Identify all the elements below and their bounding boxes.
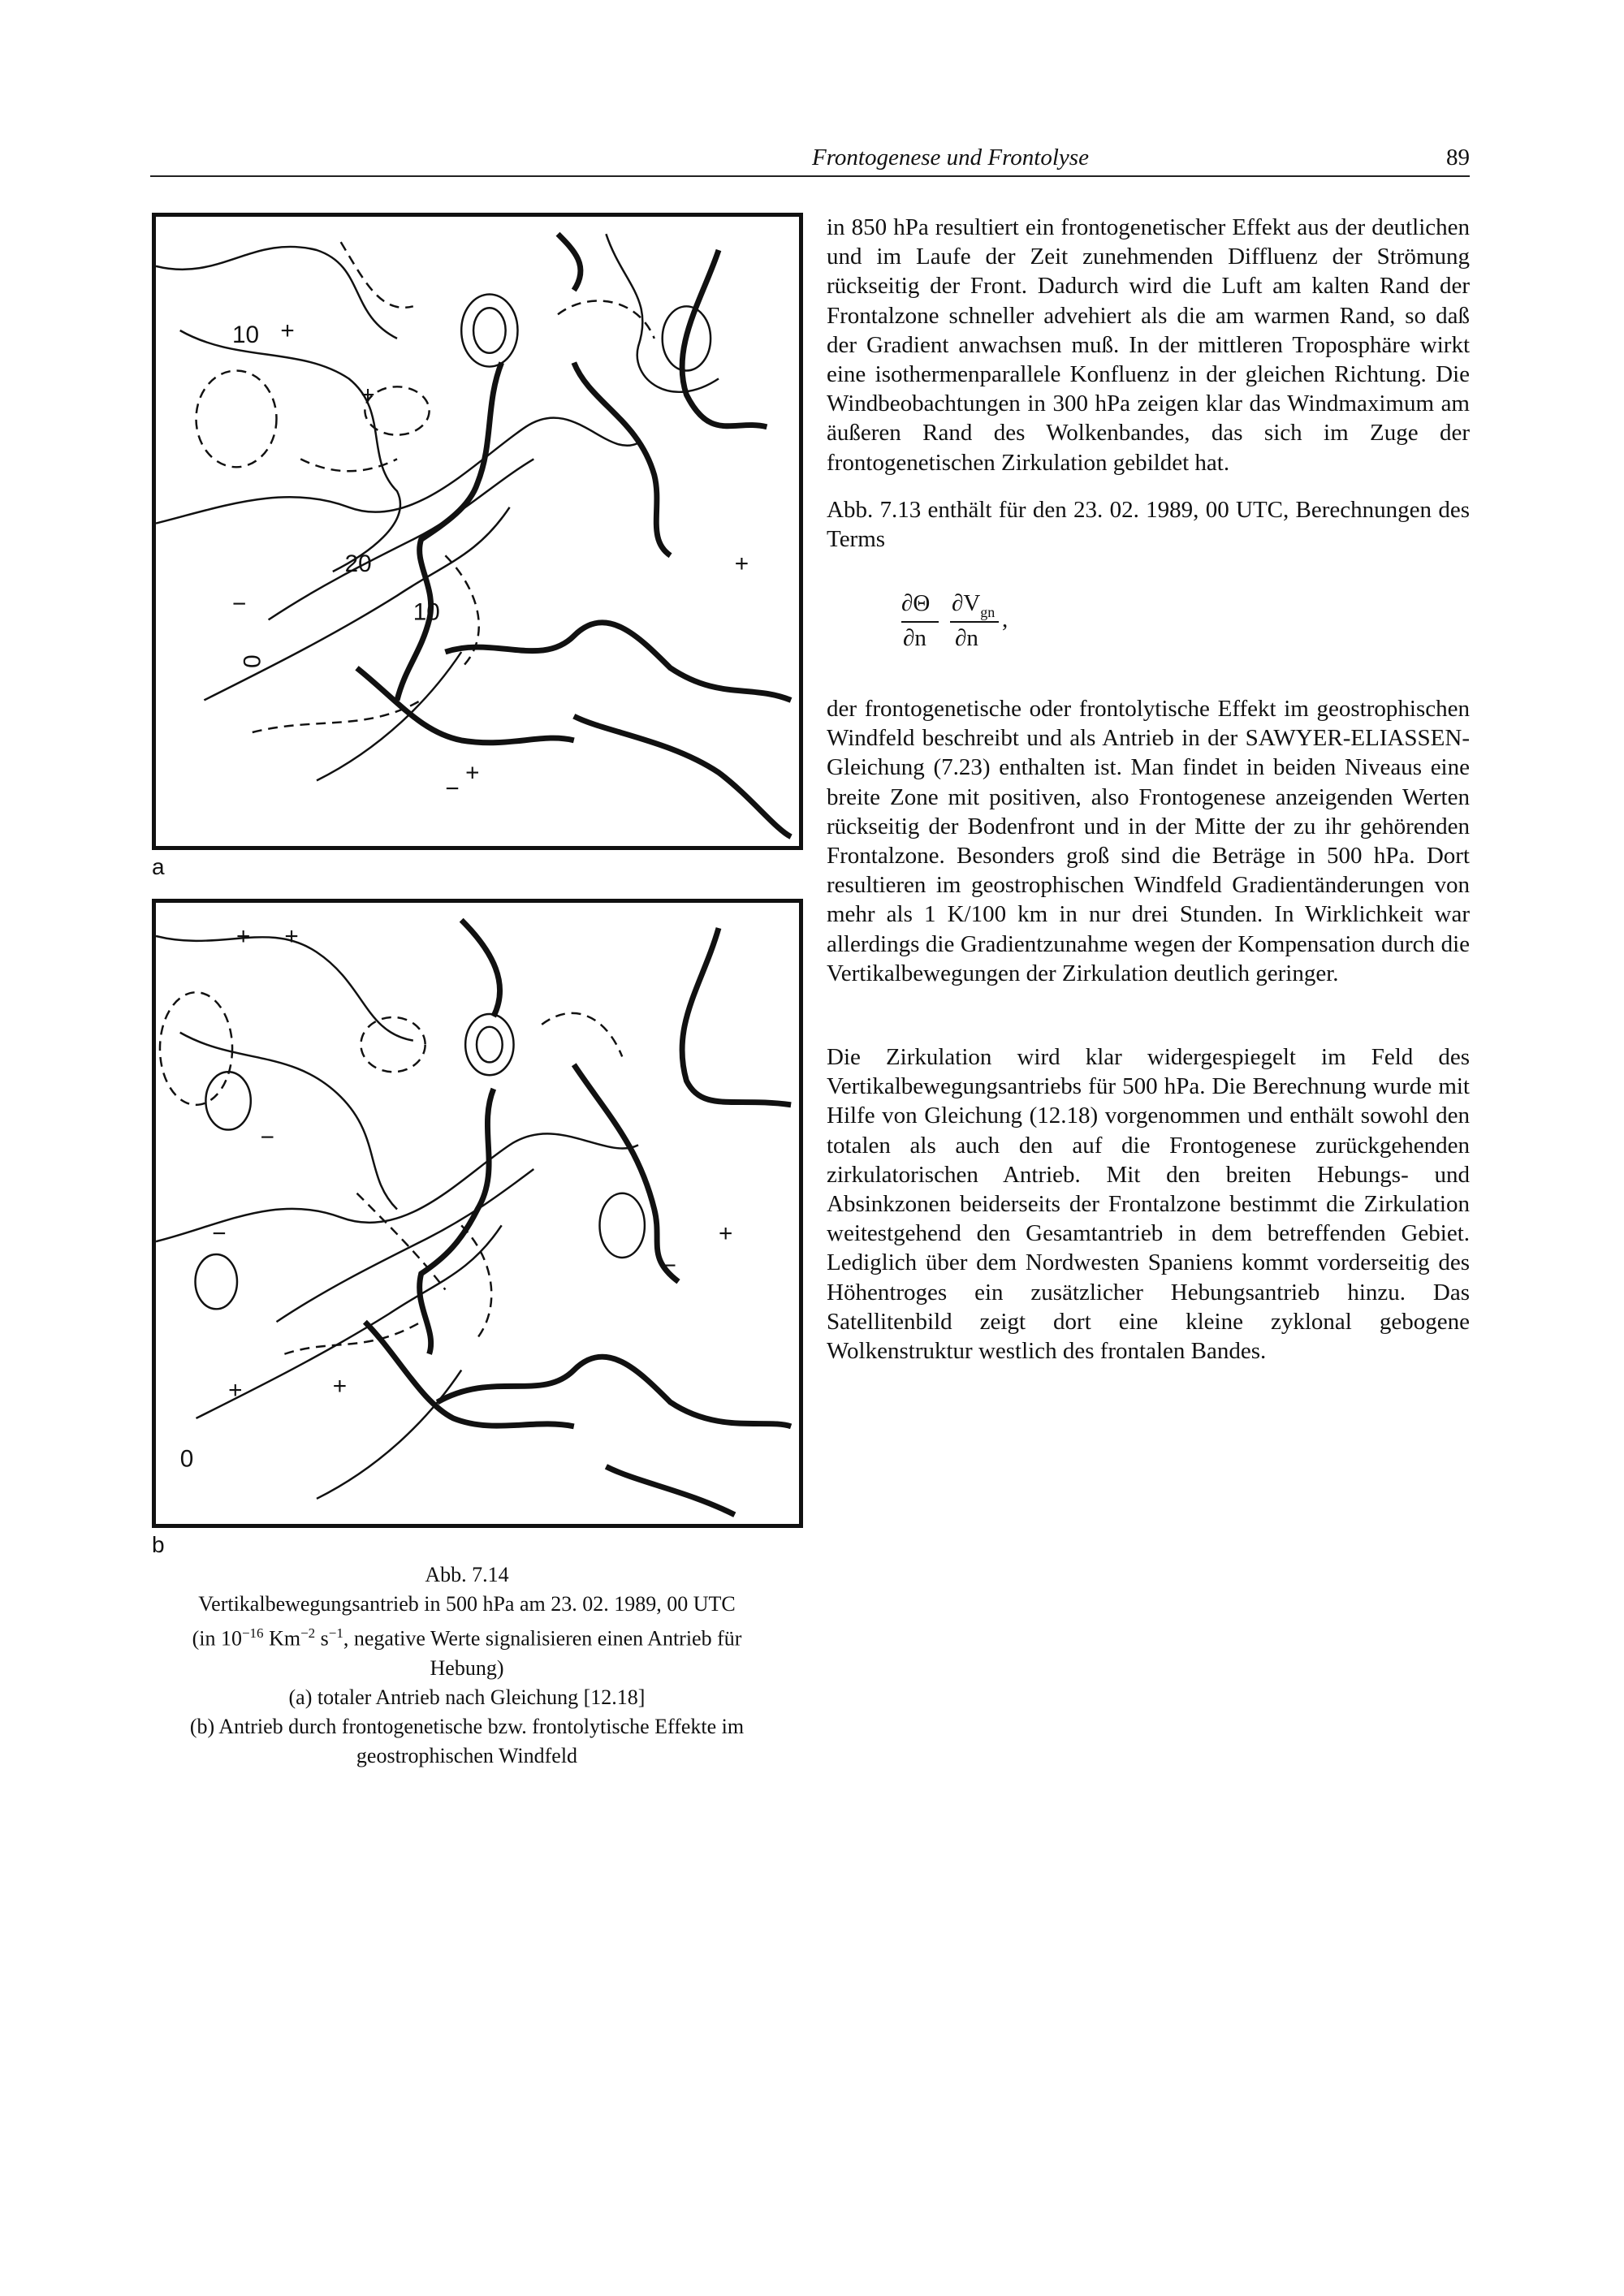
map-a-label-1: 20 — [344, 550, 372, 577]
map-panel-b — [152, 899, 803, 1528]
formula-den-1: ∂n — [903, 625, 926, 651]
running-header — [150, 145, 1470, 177]
map-b-label-0: 0 — [179, 1445, 194, 1473]
caption-exp-3: −1 — [328, 1625, 343, 1641]
header-rule — [150, 175, 1470, 177]
caption-line-3: Hebung) — [430, 1655, 504, 1680]
figure-caption — [142, 1560, 792, 1771]
map-a-label-4: + — [280, 317, 295, 344]
solid-contours-a — [156, 234, 719, 780]
running-title: Frontogenese und Frontolyse — [812, 145, 1089, 170]
paragraph-3: der frontogenetische oder frontolytische Effekt im geostrophischen Windfeld beschreibt und als Antrieb in der SAWYER-ELIASSEN-Gleichung (7.23) enthalten ist. Man findet in beiden Niveaus eine breite Zone mit positiven, also Frontogenese anzeigenden Werten rückseitig der Bodenfront und in der Mitte der zu ihr gehörenden Frontalzone. Besonders groß sind die Beträge in 500 hPa. Dort resultieren im geostrophischen Windfeld Gradientänderungen von mehr als 1 K/100 km in nur drei Stunden. In Wirklichkeit war allerdings die Gradientzunahme wegen der Kompensation durch die Vertikalbewegungen der Zirkulation deutlich geringer. — [827, 696, 1470, 986]
map-b-label-4: + — [228, 1377, 243, 1405]
contour-map-a — [156, 217, 799, 846]
caption-line-5: (b) Antrieb durch frontogenetische bzw. frontolytische Effekte im — [189, 1714, 745, 1738]
caption-line-2 — [142, 1619, 792, 1654]
contour-map-b — [156, 903, 799, 1524]
map-b-label-5: + — [332, 1373, 348, 1400]
map-a-label-8: − — [232, 590, 247, 618]
caption-exp-1: −16 — [241, 1625, 264, 1641]
solid-contours-b — [156, 936, 645, 1499]
fraction-bar-1 — [901, 621, 939, 623]
map-a-label-0: 10 — [232, 321, 260, 348]
page-number: 89 — [1446, 145, 1470, 170]
formula-num-2-main: ∂V — [952, 590, 981, 616]
map-a-label-7: + — [734, 550, 749, 577]
map-b-label-2: + — [284, 922, 299, 950]
fraction-bar-2 — [950, 621, 999, 623]
formula-term — [901, 590, 1080, 655]
caption-line-2-pre: (in 10 — [192, 1626, 242, 1651]
formula-comma: , — [1002, 606, 1009, 632]
dashed-contours-b — [160, 992, 622, 1354]
map-a-label-3: 0 — [239, 654, 266, 668]
map-panel-a — [152, 213, 803, 850]
formula-num-2-sub: gn — [980, 604, 996, 620]
paragraph-4: Die Zirkulation wird klar widergespiegelt im Feld des Vertikalbewegungsantriebs für 500 hPa. Die Berechnung wurde mit Hilfe von Gleichung (12.18) vorgenommen und enthält sowohl den totalen als auch den auf die Frontogenese zurückgehenden zirkulatorischen Antrieb. Mit den breiten Hebungs- und Absinkzonen beiderseits der Frontalzone bestimmt die Zirkulation weitestgehend den Gesamtantrieb in dem betreffenden Gebiet. Lediglich über dem Nordwesten Spaniens kommt vorderseitig des Höhentroges ein zusätzlicher Hebungsantrieb hinzu. Das Satellitenbild zeigt dort eine kleine zyklonal gebogene Wolkenstruktur westlich des frontalen Bandes. — [827, 1044, 1470, 1365]
map-a-label-6: + — [465, 759, 480, 787]
caption-line-1: Vertikalbewegungsantrieb in 500 hPa am 23. 02. 1989, 00 UTC — [198, 1592, 736, 1616]
caption-line-4: (a) totaler Antrieb nach Gleichung [12.18] — [288, 1685, 646, 1709]
map-b-label-8: − — [662, 1252, 677, 1280]
formula-num-2 — [952, 590, 996, 620]
caption-exp-2: −2 — [300, 1625, 316, 1641]
panel-a-letter: a — [152, 854, 165, 879]
map-a-label-9: − — [445, 775, 460, 803]
caption-line-2-post: , negative Werte signalisieren einen Antrieb für — [343, 1626, 742, 1651]
body-text-column — [827, 213, 1470, 567]
coastline-b — [365, 920, 791, 1515]
paragraph-1: in 850 hPa resultiert ein frontogenetischer Effekt aus der deutlichen und im Laufe der Zeit zunehmenden Diffluenz der Strömung rückseitig der Front. Dadurch wird die Luft am kalten Rand der Frontalzone schneller advehiert als die am warmen Rand, so daß der Gradient anwachsen muß. In der mittleren Troposphäre wirkt eine isothermenparallele Konfluenz in der gleichen Richtung. Die Windbeobachtungen in 300 hPa zeigen klar das Windmaximum am äußeren Rand des Wolkenbandes, das sich im Zuge der frontogenetischen Zirkulation gebildet hat. — [827, 214, 1470, 476]
map-a-label-2: 10 — [412, 598, 440, 626]
caption-line-2-mid2: s — [315, 1626, 329, 1651]
map-b-label-1: + — [236, 922, 251, 950]
map-b-label-3: + — [718, 1220, 733, 1248]
caption-line-6: geostrophischen Windfeld — [356, 1743, 578, 1767]
map-a-label-5: + — [361, 382, 375, 409]
map-a-labels — [232, 317, 749, 802]
formula-num-1: ∂Θ — [901, 590, 931, 616]
caption-line-2-mid1: Km — [263, 1626, 301, 1651]
caption-number: Abb. 7.14 — [425, 1563, 509, 1586]
formula-den-2: ∂n — [955, 625, 978, 651]
map-b-label-7: − — [212, 1220, 227, 1248]
paragraph-2: Abb. 7.13 enthält für den 23. 02. 1989, 00 UTC, Berechnungen des Terms — [827, 496, 1470, 553]
map-b-label-6: − — [260, 1124, 275, 1151]
panel-b-letter: b — [152, 1532, 165, 1557]
